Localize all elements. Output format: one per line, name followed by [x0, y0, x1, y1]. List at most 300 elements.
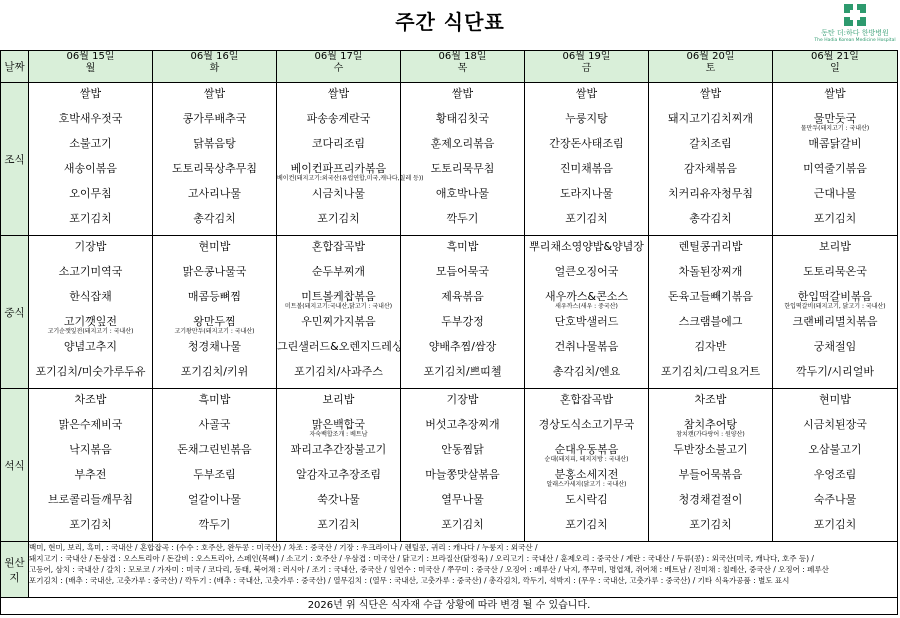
notice-row — [1, 598, 898, 615]
dish-name: 쌀밥 — [699, 87, 722, 100]
hospital-logo — [812, 2, 898, 48]
menu-item — [525, 464, 648, 489]
dish-origin-note: 순대(돼지피, 돼지지방 : 국내산) — [544, 456, 629, 463]
menu-item — [153, 286, 276, 311]
menu-item — [773, 261, 897, 286]
menu-item — [773, 208, 897, 231]
meal-cell — [29, 236, 153, 389]
dish-name: 낙지볶음 — [69, 443, 112, 456]
menu-item — [773, 414, 897, 439]
menu-item — [525, 236, 648, 261]
menu-item — [153, 489, 276, 514]
dish-name: 얼큰오징어국 — [554, 265, 619, 278]
dish-name: 흑미밥 — [198, 393, 231, 406]
menu-item — [401, 108, 524, 133]
origin-line: 포기김치 : (배추 : 국내산, 고춧가루 : 중국산) / 깍두기 : (배추 : 국내산, 고춧가루 : 중국산) / 열무김치 : (열무 : 국내산, 고춧가루 : 중국산) / 총각김치, 깍두기, 석박지 : (무우 : 국내산, 고춧가루 : 중국산) / 기타 식육가공품 : 별도 표시 — [29, 576, 790, 585]
dish-name: 부추전 — [74, 468, 107, 481]
dish-name: 쌀밥 — [575, 87, 598, 100]
menu-item — [153, 83, 276, 108]
menu-item — [773, 439, 897, 464]
menu-item — [277, 439, 400, 464]
meal-cell — [773, 236, 898, 389]
menu-item — [773, 158, 897, 183]
day-header: 06월 16일 화 — [153, 51, 277, 83]
meal-cell — [153, 236, 277, 389]
menu-item — [525, 208, 648, 231]
menu-item — [153, 514, 276, 537]
menu-item — [401, 208, 524, 231]
dish-origin-note: 물만두(돼지고기 : 국내산) — [800, 125, 870, 132]
dish-name: 도토리묵무침 — [430, 162, 495, 175]
dish-name: 새송이볶음 — [63, 162, 118, 175]
dish-name: 기장밥 — [74, 240, 107, 253]
dish-name: 포기김치 — [441, 518, 484, 531]
dish-name: 깍두기/시리얼바 — [795, 365, 875, 378]
dish-name: 쌀밥 — [327, 87, 350, 100]
menu-item — [773, 311, 897, 336]
dish-name: 맑은수제비국 — [58, 418, 123, 431]
dish-name: 버섯고추장찌개 — [425, 418, 500, 431]
dish-name: 포기김치/쁘띠첼 — [423, 365, 502, 378]
dish-name: 기장밥 — [446, 393, 479, 406]
menu-item — [525, 83, 648, 108]
dish-name: 포기김치/그릭요거트 — [660, 365, 761, 378]
menu-item — [525, 108, 648, 133]
origin-row — [1, 542, 898, 598]
dish-name: 청경채나물 — [187, 340, 242, 353]
dish-name: 돼지고기김치찌개 — [667, 112, 753, 125]
dish-name: 모듬어묵국 — [435, 265, 490, 278]
dish-name: 베이컨파프리카볶음 — [290, 162, 387, 175]
menu-item — [29, 311, 152, 336]
dish-name: 오삼불고기 — [808, 443, 862, 456]
dish-name: 간장돈사태조림 — [549, 137, 624, 150]
day-header: 06월 18일 목 — [401, 51, 525, 83]
dish-name: 감자채볶음 — [683, 162, 738, 175]
dish-name: 파송송계란국 — [306, 112, 371, 125]
origin-info — [29, 542, 898, 598]
dish-name: 보리밥 — [819, 240, 851, 253]
menu-item — [525, 389, 648, 414]
menu-item — [153, 389, 276, 414]
dish-name: 마늘쫑맛살볶음 — [425, 468, 500, 481]
menu-item — [29, 183, 152, 208]
menu-item — [773, 286, 897, 311]
dish-name: 쌀밥 — [79, 87, 102, 100]
dish-name: 돈채그린빈볶음 — [177, 443, 252, 456]
meal-cell — [525, 83, 649, 236]
dish-name: 돈육고들빼기볶음 — [667, 290, 753, 303]
dish-name: 차조밥 — [74, 393, 107, 406]
page-title: 주간 식단표 — [395, 10, 505, 34]
menu-item — [29, 108, 152, 133]
day-header: 06월 15일 월 — [29, 51, 153, 83]
dish-name: 두부조림 — [193, 468, 236, 481]
menu-item — [525, 183, 648, 208]
menu-item — [401, 236, 524, 261]
meal-cell — [277, 389, 401, 542]
dish-origin-note: 새우까스(새우 : 중국산) — [555, 303, 618, 310]
dish-name: 고사리나물 — [187, 187, 242, 200]
menu-item — [773, 389, 897, 414]
dish-name: 미역줄기볶음 — [803, 162, 867, 175]
menu-item — [29, 464, 152, 489]
dish-name: 소불고기 — [69, 137, 112, 150]
meal-cell — [277, 83, 424, 236]
dish-name: 사골국 — [198, 418, 231, 431]
dish-name: 숙주나물 — [813, 493, 857, 506]
menu-item — [29, 514, 152, 537]
menu-item — [773, 183, 897, 208]
dish-name: 시금치나물 — [311, 187, 366, 200]
menu-item — [649, 108, 772, 133]
menu-item — [649, 489, 772, 514]
menu-item — [649, 133, 772, 158]
menu-item — [649, 183, 772, 208]
menu-item — [29, 414, 152, 439]
dish-name: 황태김칫국 — [435, 112, 490, 125]
dish-name: 코다리조림 — [311, 137, 366, 150]
dish-name: 포기김치 — [317, 212, 360, 225]
dish-name: 호박새우젓국 — [58, 112, 123, 125]
menu-item — [277, 158, 424, 183]
breakfast-row — [1, 83, 898, 236]
dish-name: 김자반 — [694, 340, 727, 353]
menu-item — [649, 158, 772, 183]
dish-name: 포기김치 — [565, 518, 608, 531]
menu-item — [277, 414, 400, 439]
dish-name: 혼합잡곡밥 — [311, 240, 366, 253]
dish-name: 닭볶음탕 — [193, 137, 236, 150]
dish-origin-note: 고기순깻잎전(돼지고기 : 국내산) — [47, 328, 134, 335]
menu-item — [277, 389, 400, 414]
dish-name: 누룽지탕 — [565, 112, 608, 125]
dish-name: 스크램블에그 — [678, 315, 743, 328]
menu-item — [153, 261, 276, 286]
dish-name: 두반장소불고기 — [673, 443, 748, 456]
meal-cell — [649, 236, 773, 389]
meal-cell — [153, 389, 277, 542]
menu-item — [277, 286, 400, 311]
dish-name: 포기김치 — [565, 212, 608, 225]
menu-item — [29, 133, 152, 158]
meal-cell — [29, 389, 153, 542]
dish-name: 고기깻잎전 — [63, 315, 118, 328]
menu-item — [649, 336, 772, 361]
menu-item — [773, 514, 897, 537]
dish-name: 뿌리채소영양밥&양념장 — [529, 240, 644, 253]
menu-item — [277, 133, 400, 158]
dish-name: 총각김치 — [193, 212, 236, 225]
dish-name: 미트볼케찹볶음 — [301, 290, 376, 303]
menu-item — [649, 236, 772, 261]
menu-item — [277, 489, 400, 514]
menu-item — [525, 489, 648, 514]
dish-name: 시금치된장국 — [803, 418, 867, 431]
meal-cell — [29, 83, 153, 236]
menu-item — [401, 133, 524, 158]
dish-name: 애호박나물 — [435, 187, 490, 200]
menu-item — [277, 236, 400, 261]
dish-name: 매콤닭갈비 — [808, 137, 862, 150]
dish-name: 쌀밥 — [824, 87, 846, 100]
menu-item — [401, 414, 524, 439]
meal-cell — [401, 236, 525, 389]
dish-name: 쌀밥 — [203, 87, 226, 100]
dish-name: 도시락김 — [565, 493, 608, 506]
menu-item — [29, 286, 152, 311]
menu-item — [29, 236, 152, 261]
menu-item — [649, 439, 772, 464]
dish-name: 포기김치/사과주스 — [294, 365, 383, 378]
menu-item — [277, 83, 400, 108]
menu-item — [277, 336, 403, 361]
menu-item — [153, 133, 276, 158]
dish-name: 단호박샐러드 — [554, 315, 619, 328]
meal-cell — [525, 389, 649, 542]
dish-name: 매콤등뼈찜 — [187, 290, 242, 303]
dish-name: 갈치조림 — [689, 137, 732, 150]
lunch-label: 중식 — [1, 236, 29, 389]
dish-name: 쑥갓나물 — [317, 493, 360, 506]
menu-item — [525, 133, 648, 158]
menu-item — [153, 236, 276, 261]
dish-name: 흑미밥 — [446, 240, 479, 253]
menu-item — [525, 286, 648, 311]
dish-name: 분홍소세지전 — [554, 468, 619, 481]
logo-icon — [844, 4, 866, 26]
dish-name: 물만둣국 — [813, 112, 857, 125]
menu-item — [29, 336, 152, 361]
menu-item — [277, 183, 400, 208]
menu-item — [29, 489, 152, 514]
dinner-row — [1, 389, 898, 542]
dish-name: 크랜베리멸치볶음 — [792, 315, 878, 328]
dish-name: 왕만두찜 — [193, 315, 236, 328]
dish-name: 알감자고추장조림 — [295, 468, 381, 481]
menu-item — [773, 133, 897, 158]
menu-item — [525, 158, 648, 183]
dish-name: 맑은콩나물국 — [182, 265, 247, 278]
menu-table — [0, 50, 898, 615]
menu-item — [29, 361, 152, 384]
dish-name: 새우까스&콘소스 — [545, 290, 628, 303]
dish-name: 치커리유자청무침 — [667, 187, 753, 200]
menu-item — [773, 108, 897, 133]
origin-line: 돼지고기 : 국내산 / 돈삼겹 : 오스트리아 / 돈갈비 : 오스트리아, 스페인(목뼈) / 소고기 : 호주산 / 우삼겹 : 미국산 / 닭고기 : 브라질산(닭정육) / 오리고기 : 국내산 / 훈제오리 : 중국산 / 계란 : 국내산 / 두류(콩) : 외국산(미국, 캐나다, 호주 등) / — [29, 554, 814, 563]
dish-name: 경상도식소고기무국 — [538, 418, 635, 431]
logo-name: 동탄 더:하다 한방병원 — [821, 29, 889, 37]
menu-item — [649, 464, 772, 489]
dish-name: 도라지나물 — [559, 187, 614, 200]
dish-origin-note: 미트볼(돼지고기:국내산,닭고기 : 국내산) — [284, 303, 393, 310]
meal-cell — [525, 236, 649, 389]
dish-name: 보리밥 — [322, 393, 355, 406]
origin-line: 고등어, 삼치 : 국내산 / 갈치 : 모로코 / 가자미 : 미국 / 코다리, 동태, 북어채 : 러시아 / 조기 : 국내산, 중국산 / 임연수 : 미국산 / 쭈꾸미 : 중국산 / 오징어 : 페루산 / 낙지, 쭈꾸미, 명엽채, 쥐어채 : 베트남 / 진미채 : 칠레산, 중국산 / 오징어 : 페루산 — [29, 565, 829, 574]
menu-item — [649, 414, 772, 439]
menu-item — [401, 464, 524, 489]
dish-name: 콩가루배추국 — [182, 112, 247, 125]
menu-item — [649, 261, 772, 286]
notice-text: 2026년 위 식단은 식자재 수급 상황에 따라 변경 될 수 있습니다. — [1, 598, 898, 615]
dish-name: 한식잡채 — [69, 290, 112, 303]
dish-name: 렌틸콩귀리밥 — [678, 240, 743, 253]
menu-item — [525, 361, 648, 384]
dish-origin-note: 알래스카세지(닭고기 : 국내산) — [546, 481, 627, 488]
dish-name: 도토리묵상추무침 — [171, 162, 257, 175]
menu-item — [773, 464, 897, 489]
menu-item — [29, 389, 152, 414]
dish-name: 현미밥 — [198, 240, 231, 253]
menu-item — [401, 158, 524, 183]
menu-item — [649, 83, 772, 108]
dish-name: 두부강정 — [441, 315, 484, 328]
menu-item — [29, 208, 152, 231]
dish-name: 안동찜닭 — [441, 443, 484, 456]
date-label: 날짜 — [1, 51, 29, 83]
dish-name: 포기김치/키위 — [180, 365, 249, 378]
dish-name: 포기김치 — [689, 518, 732, 531]
dish-name: 포기김치 — [813, 518, 857, 531]
menu-item — [29, 439, 152, 464]
menu-item — [153, 464, 276, 489]
day-header: 06월 21일 일 — [773, 51, 898, 83]
origin-label: 원산지 — [1, 542, 29, 598]
dish-name: 쌀밥 — [451, 87, 474, 100]
dish-name: 혼합잡곡밥 — [559, 393, 614, 406]
dish-name: 현미밥 — [819, 393, 851, 406]
meal-cell — [153, 83, 277, 236]
dish-name: 제육볶음 — [441, 290, 484, 303]
menu-item — [153, 183, 276, 208]
dish-name: 근대나물 — [813, 187, 857, 200]
logo-sub: The Hadia Korean Medicine Hospital — [814, 38, 896, 43]
dish-name: 브로콜리들깨무침 — [47, 493, 133, 506]
menu-item — [649, 208, 772, 231]
dish-name: 포기김치 — [69, 518, 112, 531]
dish-origin-note: 한입떡갈비(돼지고기, 닭고기 : 국내산) — [784, 303, 886, 310]
menu-item — [277, 464, 400, 489]
dish-name: 한입떡갈비볶음 — [797, 290, 873, 303]
dish-name: 우엉조림 — [813, 468, 857, 481]
dish-name: 포기김치 — [813, 212, 857, 225]
dish-name: 포기김치/미숫가루두유 — [35, 365, 146, 378]
dish-name: 훈제오리볶음 — [430, 137, 495, 150]
menu-item — [153, 414, 276, 439]
dish-name: 오이무침 — [69, 187, 112, 200]
meal-cell — [401, 83, 525, 236]
menu-item — [773, 489, 897, 514]
menu-item — [153, 361, 276, 384]
meal-cell — [773, 389, 898, 542]
menu-item — [153, 108, 276, 133]
menu-item — [153, 158, 276, 183]
menu-item — [649, 389, 772, 414]
dish-name: 깍두기 — [446, 212, 479, 225]
menu-item — [401, 311, 524, 336]
dish-name: 차돌된장찌개 — [678, 265, 743, 278]
menu-item — [525, 261, 648, 286]
menu-item — [401, 261, 524, 286]
dinner-label: 석식 — [1, 389, 29, 542]
menu-item — [277, 108, 400, 133]
menu-item — [525, 439, 648, 464]
menu-item — [401, 489, 524, 514]
menu-item — [649, 286, 772, 311]
dish-name: 우민찌가지볶음 — [301, 315, 376, 328]
dish-name: 그린샐러드&오렌지드레싱 — [277, 340, 403, 353]
dish-name: 도토리묵온국 — [803, 265, 867, 278]
menu-item — [649, 311, 772, 336]
dish-name: 열무나물 — [441, 493, 484, 506]
menu-item — [277, 261, 400, 286]
menu-item — [153, 311, 276, 336]
menu-item — [401, 439, 524, 464]
breakfast-label: 조식 — [1, 83, 29, 236]
dish-name: 양배추찜/쌈장 — [428, 340, 497, 353]
menu-item — [401, 336, 524, 361]
menu-item — [277, 208, 400, 231]
menu-item — [153, 336, 276, 361]
dish-name: 차조밥 — [694, 393, 727, 406]
dish-name: 궁채절임 — [813, 340, 857, 353]
dish-name: 맑은백합국 — [311, 418, 366, 431]
dish-origin-note: 베이컨(돼지고기:외국산(유럽연합,미국,캐나다,칠레 등)) — [277, 175, 424, 182]
menu-item — [277, 514, 400, 537]
menu-item — [773, 83, 897, 108]
header — [0, 0, 900, 50]
date-row — [1, 51, 898, 83]
menu-item — [773, 336, 897, 361]
menu-item — [649, 514, 772, 537]
dish-name: 소고기미역국 — [58, 265, 123, 278]
menu-item — [773, 236, 897, 261]
meal-cell — [401, 389, 525, 542]
dish-name: 포기김치 — [317, 518, 360, 531]
dish-name: 꽈리고추간장불고기 — [290, 443, 387, 456]
meal-cell — [649, 83, 773, 236]
dish-name: 포기김치 — [69, 212, 112, 225]
menu-item — [29, 158, 152, 183]
menu-item — [525, 336, 648, 361]
dish-name: 진미채볶음 — [559, 162, 614, 175]
dish-origin-note: 참치캔(가다랑어 : 원양산) — [676, 431, 745, 438]
dish-name: 참치추어탕 — [683, 418, 738, 431]
dish-name: 순대우동볶음 — [554, 443, 619, 456]
meal-cell — [277, 236, 401, 389]
dish-origin-note: 고기왕만두(돼지고기 : 국내산) — [174, 328, 255, 335]
menu-item — [401, 286, 524, 311]
dish-name: 얼갈이나물 — [187, 493, 242, 506]
menu-item — [401, 389, 524, 414]
lunch-row — [1, 236, 898, 389]
day-header: 06월 19일 금 — [525, 51, 649, 83]
day-header: 06월 17일 수 — [277, 51, 401, 83]
origin-line: 백미, 현미, 보리, 흑미, : 국내산 / 혼합잡곡 : (수수 : 호주산, 완두콩 : 미국산) / 차조 : 중국산 / 기장 : 우크라이나 / 렌틸콩, 귀리 : 캐나다 / 누룽지 : 외국산 / — [29, 543, 538, 552]
menu-item — [401, 183, 524, 208]
menu-item — [153, 208, 276, 231]
dish-name: 총각김치 — [689, 212, 732, 225]
menu-item — [29, 261, 152, 286]
menu-item — [401, 361, 524, 384]
dish-name: 부들어묵볶음 — [678, 468, 743, 481]
day-header: 06월 20일 토 — [649, 51, 773, 83]
meal-cell — [649, 389, 773, 542]
dish-name: 총각김치/엔요 — [552, 365, 621, 378]
menu-item — [277, 361, 400, 384]
menu-item — [649, 361, 772, 384]
meal-cell — [773, 83, 898, 236]
